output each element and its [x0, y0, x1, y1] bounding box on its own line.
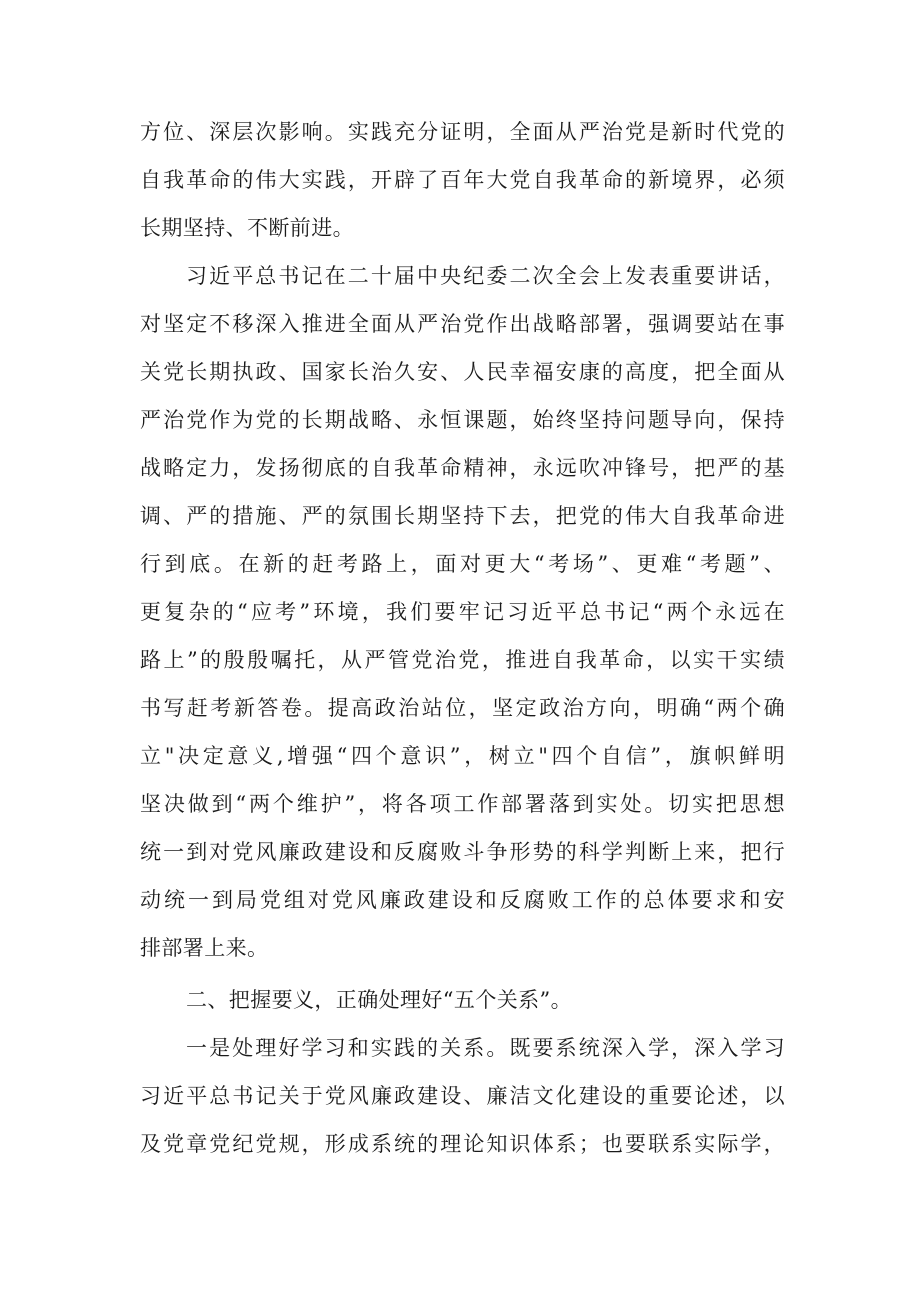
text-line: 及党章党纪党规，形成系统的理论知识体系；也要联系实际学， — [140, 1132, 785, 1156]
text-line: 行到底。在新的赶考路上，面对更大“考场”、更难“考题”、 — [140, 552, 785, 576]
paragraph — [140, 108, 785, 252]
paragraph — [140, 252, 785, 972]
text-line: 调、严的措施、严的氛围长期坚持下去，把党的伟大自我革命进 — [140, 504, 785, 528]
text-line: 习近平总书记关于党风廉政建设、廉洁文化建设的重要论述，以 — [140, 1084, 785, 1108]
paragraph — [140, 1024, 785, 1168]
text-line: 动统一到局党组对党风廉政建设和反腐败工作的总体要求和安 — [140, 888, 785, 912]
heading-line: 二、把握要义，正确处理好“五个关系”。 — [186, 988, 573, 1012]
text-line: 战略定力，发扬彻底的自我革命精神，永远吹冲锋号，把严的基 — [140, 456, 785, 480]
text-line: 坚决做到“两个维护”，将各项工作部署落到实处。切实把思想 — [140, 792, 785, 816]
text-line: 严治党作为党的长期战略、永恒课题，始终坚持问题导向，保持 — [140, 408, 785, 432]
text-line: 一是处理好学习和实践的关系。既要系统深入学，深入学习 — [186, 1036, 785, 1060]
text-line: 习近平总书记在二十届中央纪委二次全会上发表重要讲话， — [186, 264, 785, 288]
text-line: 对坚定不移深入推进全面从严治党作出战略部署，强调要站在事 — [140, 312, 785, 336]
section-heading — [140, 976, 785, 1024]
text-line: 长期坚持、不断前进。 — [140, 216, 354, 240]
text-line: 关党长期执政、国家长治久安、人民幸福安康的高度，把全面从 — [140, 360, 785, 384]
text-line: 书写赶考新答卷。提高政治站位，坚定政治方向，明确“两个确 — [140, 696, 785, 720]
text-line: 更复杂的“应考”环境，我们要牢记习近平总书记“两个永远在 — [140, 600, 785, 624]
text-line: 排部署上来。 — [140, 936, 269, 960]
text-line: 路上”的殷殷嘱托，从严管党治党，推进自我革命，以实干实绩 — [140, 648, 785, 672]
text-line: 统一到对党风廉政建设和反腐败斗争形势的科学判断上来，把行 — [140, 840, 785, 864]
text-line: 立"决定意义,增强“四个意识”，树立"四个自信”，旗帜鲜明 — [140, 744, 785, 768]
text-line: 自我革命的伟大实践，开辟了百年大党自我革命的新境界，必须 — [140, 168, 785, 192]
text-line: 方位、深层次影响。实践充分证明，全面从严治党是新时代党的 — [140, 120, 785, 144]
document-page — [140, 108, 785, 1168]
